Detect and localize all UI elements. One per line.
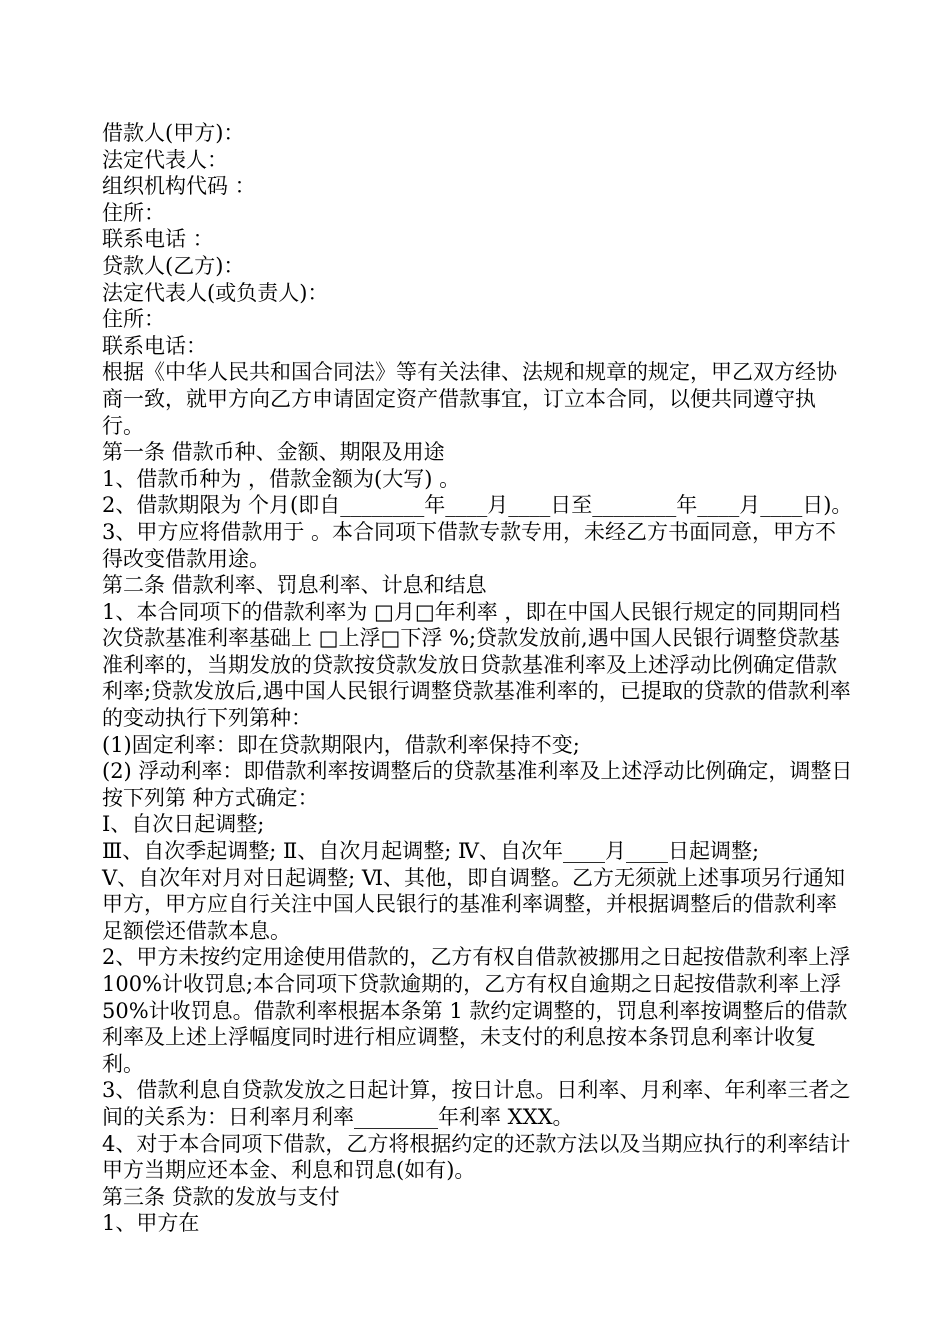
text-line: 住所： <box>102 200 165 225</box>
clause: 2、借款期限为 个月(即自________年____月____日至________年____月____日)。 <box>102 493 853 518</box>
text-line: 法定代表人(或负责人)： <box>102 280 329 305</box>
clause: (1)固定利率：即在贷款期限内，借款利率保持不变; <box>102 732 580 757</box>
clause: Ⅲ、自次季起调整; Ⅱ、自次月起调整; Ⅳ、自次年____月____日起调整; <box>102 839 760 864</box>
text-line: 借款人(甲方)： <box>102 121 245 145</box>
section-heading: 第一条 借款币种、金额、期限及用途 <box>102 440 445 465</box>
document-body <box>102 120 858 1237</box>
clause: 1、借款币种为 ，借款金额为(大写) 。 <box>102 466 461 491</box>
clause: 3、借款利息自贷款发放之日起计算，按日计息。日利率、月利率、年利率三者之间的关系为：日利率月利率________年利率 XXX。 <box>102 1078 851 1129</box>
text-line: 联系电话： <box>102 333 207 358</box>
clause: 2、甲方未按约定用途使用借款的，乙方有权自借款被挪用之日起按借款利率上浮 100%计收罚息;本合同项下贷款逾期的，乙方有权自逾期之日起按借款利率上浮 50%计收罚息。借款利率根据本条第 1 款约定调整的，罚息利率按调整后的借款利率及上述上浮幅度同时进行相应调整，未支付的利息按本条罚息利率计收复利。 <box>102 945 858 1076</box>
text-line: 法定代表人： <box>102 147 228 172</box>
clause: 4、对于本合同项下借款，乙方将根据约定的还款方法以及当期应执行的利率结计甲方当期应还本金、利息和罚息(如有)。 <box>102 1131 851 1183</box>
clause: (2) 浮动利率：即借款利率按调整后的贷款基准利率及上述浮动比例确定，调整日按下列第 种方式确定： <box>102 759 853 810</box>
section-heading: 第二条 借款利率、罚息利率、计息和结息 <box>102 573 487 598</box>
text-line: 住所： <box>102 307 165 332</box>
text-line: 贷款人(乙方)： <box>102 253 245 278</box>
clause: 3、甲方应将借款用于 。本合同项下借款专款专用，未经乙方书面同意，甲方不得改变借款用途。 <box>102 519 837 571</box>
clause: 1、本合同项下的借款利率为 □月□年利率 ，即在中国人民银行规定的同期同档次贷款基准利率基础上 □上浮□下浮 %;贷款发放前,遇中国人民银行调整贷款基准利率的，当期发放的贷款按贷款发放日贷款基准利率及上述浮动比例确定借款利率;贷款发放后,遇中国人民银行调整贷款基准利率的，已提取的贷款的借款利率的变动执行下列第种： <box>102 599 851 731</box>
clause: 1、甲方在 <box>102 1211 200 1236</box>
section-heading: 第三条 贷款的发放与支付 <box>102 1184 340 1209</box>
clause: Ⅴ、自次年对月对日起调整; Ⅵ、其他，即自调整。乙方无须就上述事项另行通知甲方，甲方应自行关注中国人民银行的基准利率调整，并根据调整后的借款利率足额偿还借款本息。 <box>102 865 846 943</box>
clause: Ⅰ、自次日起调整; <box>102 812 265 837</box>
text-line: 联系电话 ： <box>102 227 214 252</box>
paragraph: 根据《中华人民共和国合同法》等有关法律、法规和规章的规定，甲乙双方经协商一致，就甲方向乙方申请固定资产借款事宜，订立本合同，以便共同遵守执行。 <box>102 360 837 438</box>
text-line: 组织机构代码 ： <box>102 174 256 199</box>
